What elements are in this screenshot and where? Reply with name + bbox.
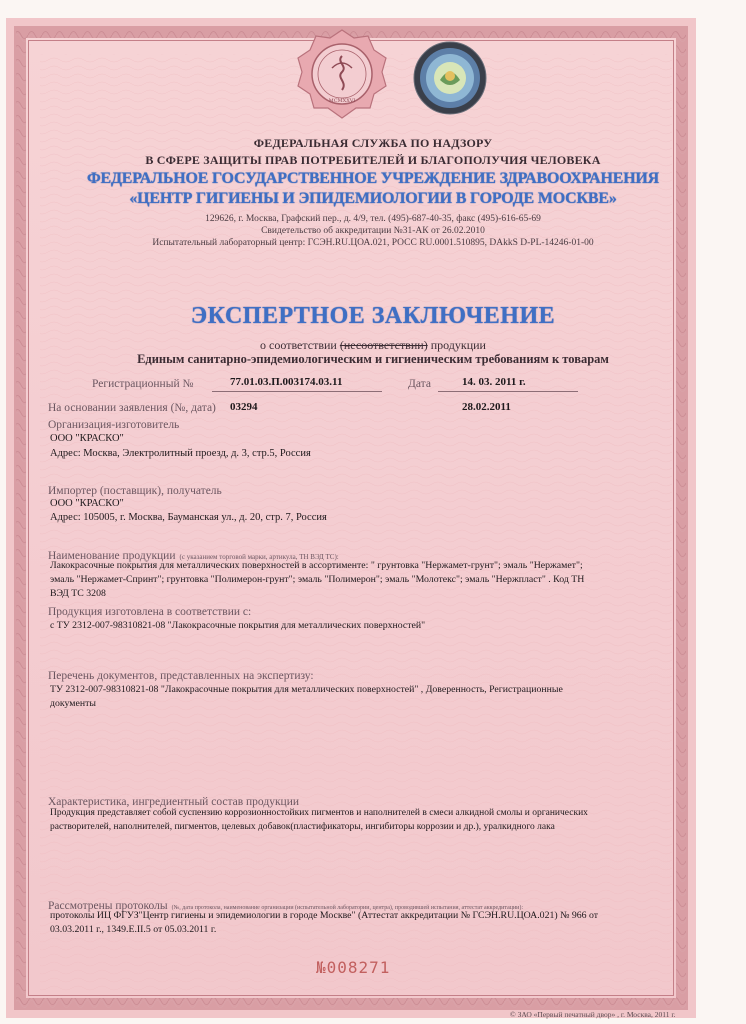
subtitle-post: продукции (430, 338, 486, 352)
made-per-value: с ТУ 2312-007-98310821-08 "Лакокрасочные покрытия для металлических поверхностей" (50, 620, 426, 631)
subtitle-struck: (несоответствии) (339, 338, 428, 352)
characteristics-line-1: Продукция представляет собой суспензию коррозионностойких пигментов и наполнителей в смеси алкидной смолы и органических (50, 808, 588, 818)
document-title: ЭКСПЕРТНОЕ ЗАКЛЮЧЕНИЕ (190, 303, 556, 329)
org-name-line-2: «ЦЕНТР ГИГИЕНЫ И ЭПИДЕМИОЛОГИИ В ГОРОДЕ МОСКВЕ» (129, 190, 617, 207)
product-line-2: эмаль "Нержамет-Спринт"; грунтовка "Полимерон-грунт"; эмаль "Полимерон"; эмаль "Молотекс"; эмаль "Нержпласт" . Код ТН (50, 574, 585, 585)
application-date: 28.02.2011 (462, 401, 511, 413)
application-label: На основании заявления (№, дата) (48, 402, 216, 414)
form-serial-number: №008271 (316, 958, 391, 977)
registration-date: 14. 03. 2011 г. (462, 376, 526, 388)
lab-center: Испытательный лабораторный центр: ГСЭН.RU.ЦОА.021, РОСС RU.0001.510895, DAkkS D-PL-14246-01-00 (152, 238, 594, 248)
characteristics-line-2: растворителей, наполнителей, пигментов, целевых добавок(пластификаторы, ингибиторы коррозии и др.), уралкидного лака (50, 822, 555, 832)
characteristics-label: Характеристика, ингредиентный состав продукции (48, 796, 300, 808)
documents-line-1: ТУ 2312-007-98310821-08 "Лакокрасочные покрытия для металлических поверхностей" , Доверенность, Регистрационные (50, 684, 563, 695)
made-per-label: Продукция изготовлена в соответствии с: (48, 606, 252, 618)
subtitle-requirements: Единым санитарно-эпидемиологическим и гигиеническим требованиям к товарам (137, 352, 609, 366)
hologram-seal-icon (412, 40, 488, 116)
product-line-1: Лакокрасочные покрытия для металлических поверхностей в ассортименте: " грунтовка "Нержамет-грунт"; эмаль "Нержамет"; (50, 560, 583, 571)
protocols-line-2: 03.03.2011 г., 1349.Е.II.5 от 05.03.2011 г. (50, 924, 217, 935)
product-label: Наименование продукции (48, 550, 176, 562)
importer-name: ООО "КРАСКО" (50, 498, 124, 509)
subtitle-line (0, 338, 746, 353)
subtitle-pre: о соответствии (260, 338, 337, 352)
seal-year-text: MCMXXVI (328, 98, 356, 104)
org-address: 129626, г. Москва, Графский пер., д. 4/9, тел. (495)-687-40-35, факс (495)-616-65-69 (205, 214, 541, 224)
printer-footer: © ЗАО «Первый печатный двор» , г. Москва, 2011 г. (510, 1010, 676, 1019)
registration-date-label: Дата (408, 378, 431, 390)
protocols-label: Рассмотрены протоколы (48, 900, 168, 912)
product-label-note: (с указанием торговой марки, артикула, ТН ВЭД ТС): (179, 553, 339, 561)
registration-number: 77.01.03.П.003174.03.11 (230, 376, 343, 388)
documents-label: Перечень документов, представленных на экспертизу: (48, 670, 314, 682)
emblem-seal-icon (296, 28, 388, 120)
product-line-3: ВЭД ТС 3208 (50, 588, 106, 599)
importer-address: Адрес: 105005, г. Москва, Бауманская ул., д. 20, стр. 7, Россия (50, 512, 327, 523)
manufacturer-label: Организация-изготовитель (48, 419, 180, 431)
manufacturer-address: Адрес: Москва, Электролитный проезд, д. 3, стр.5, Россия (50, 448, 311, 459)
header-line-1: ФЕДЕРАЛЬНАЯ СЛУЖБА ПО НАДЗОРУ (253, 136, 493, 150)
header-line-2: В СФЕРЕ ЗАЩИТЫ ПРАВ ПОТРЕБИТЕЛЕЙ И БЛАГОПОЛУЧИЯ ЧЕЛОВЕКА (145, 153, 601, 167)
registration-label: Регистрационный № (92, 378, 194, 390)
manufacturer-name: ООО "КРАСКО" (50, 433, 124, 444)
documents-line-2: документы (50, 698, 96, 709)
org-name-line-1: ФЕДЕРАЛЬНОЕ ГОСУДАРСТВЕННОЕ УЧРЕЖДЕНИЕ ЗДРАВООХРАНЕНИЯ (86, 170, 660, 187)
protocols-label-note: (№, дата протокола, наименование организации (испытательной лаборатории, центра), проводившей испытания, аттестат аккредитации): (171, 905, 524, 911)
importer-label: Импортер (поставщик), получатель (48, 485, 222, 497)
protocols-line-1: протоколы ИЦ ФГУЗ"Центр гигиены и эпидемиологии в городе Москве" (Аттестат аккредитации № ГСЭН.RU.ЦОА.021) № 966 от (50, 910, 599, 921)
application-number: 03294 (230, 401, 258, 413)
org-accreditation: Свидетельство об аккредитации №31-АК от 26.02.2010 (261, 226, 485, 236)
